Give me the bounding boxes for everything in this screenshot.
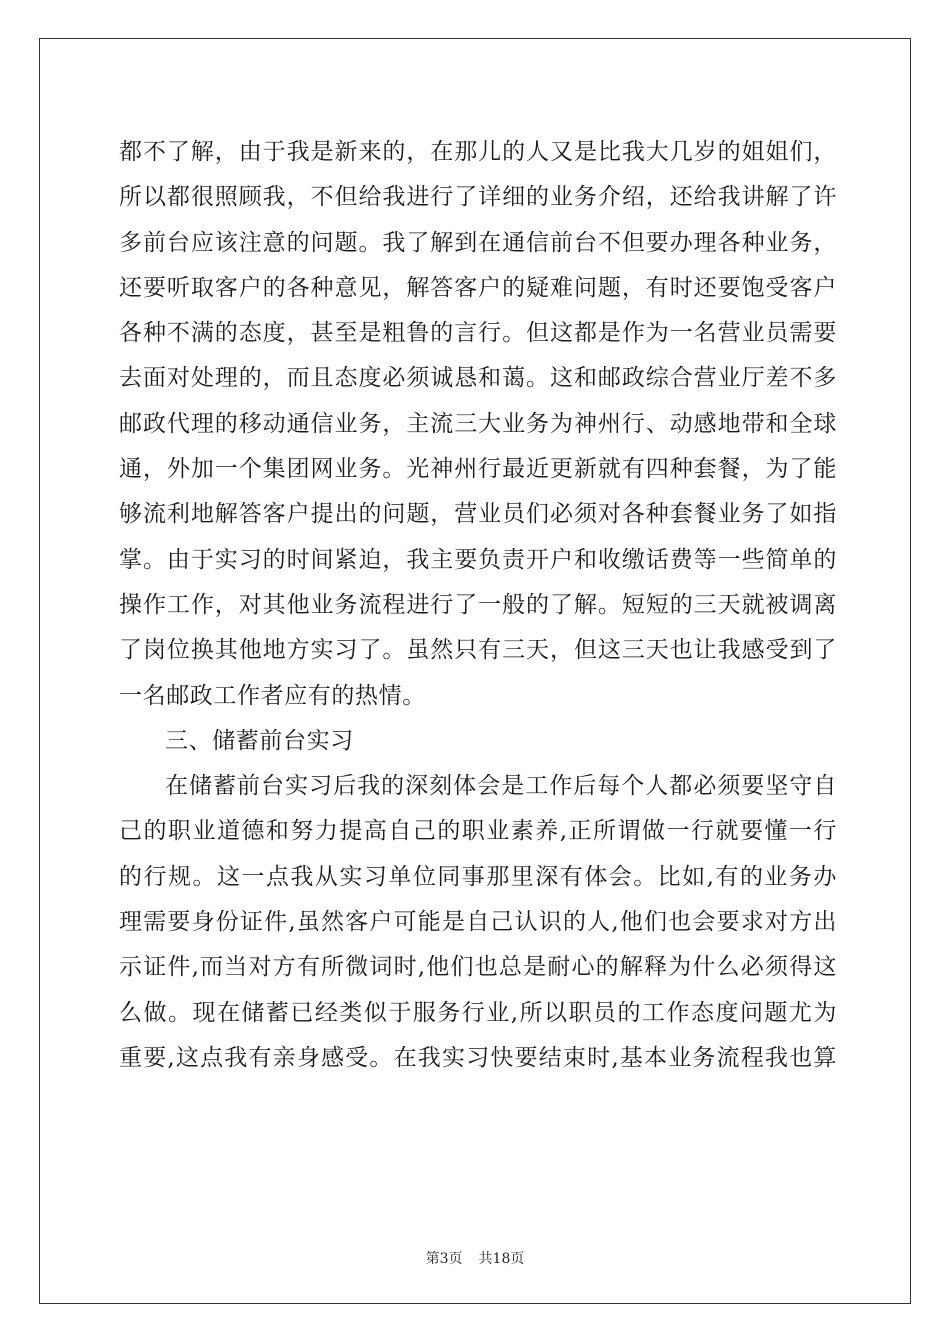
paragraph-line: 的行规。这一点我从实习单位同事那里深有体会。比如,有的业务办 [119, 863, 837, 890]
paragraph-line: 多前台应该注意的问题。我了解到在通信前台不但要办理各种业务， [119, 229, 837, 256]
paragraph-line: 够流利地解答客户提出的问题，营业员们必须对各种套餐业务了如指 [119, 501, 837, 528]
paragraph-line: 通，外加一个集团网业务。光神州行最近更新就有四种套餐，为了能 [119, 456, 837, 483]
document-body [119, 130, 837, 1081]
paragraph-line: 所以都很照顾我，不但给我进行了详细的业务介绍，还给我讲解了许 [119, 184, 837, 211]
paragraph-line: 在储蓄前台实习后我的深刻体会是工作后每个人都必须要坚守自 [165, 773, 837, 800]
paragraph-line: 还要听取客户的各种意见，解答客户的疑难问题，有时还要饱受客户 [119, 274, 837, 301]
paragraph-line: 邮政代理的移动通信业务，主流三大业务为神州行、动感地带和全球 [119, 410, 837, 437]
paragraph-line: 操作工作，对其他业务流程进行了一般的了解。短短的三天就被调离 [119, 591, 837, 618]
section-heading: 三、储蓄前台实习 [165, 727, 354, 754]
paragraph-line: 重要,这点我有亲身感受。在我实习快要结束时,基本业务流程我也算 [119, 1044, 837, 1071]
paragraph-line: 么做。现在储蓄已经类似于服务行业,所以职员的工作态度问题尤为 [119, 999, 837, 1026]
page-number: 第3页 [425, 1251, 463, 1267]
paragraph-line: 一名邮政工作者应有的热情。 [119, 682, 426, 709]
paragraph-line: 去面对处理的，而且态度必须诚恳和蔼。这和邮政综合营业厅差不多 [119, 365, 837, 392]
paragraph-line: 各种不满的态度，甚至是粗鲁的言行。但这都是作为一名营业员需要 [119, 320, 837, 347]
paragraph-line: 理需要身份证件,虽然客户可能是自己认识的人,他们也会要求对方出 [119, 909, 837, 936]
paragraph-line: 了岗位换其他地方实习了。虽然只有三天，但这三天也让我感受到了 [119, 637, 837, 664]
paragraph-line: 示证件,而当对方有所微词时,他们也总是耐心的解释为什么必须得这 [119, 954, 837, 981]
paragraph-line: 己的职业道德和努力提高自己的职业素养,正所谓做一行就要懂一行 [119, 818, 837, 845]
page-total: 共18页 [478, 1251, 525, 1267]
paragraph-line: 掌。由于实习的时间紧迫，我主要负责开户和收缴话费等一些简单的 [119, 546, 837, 573]
page-footer [0, 1248, 950, 1268]
paragraph-line: 都不了解，由于我是新来的，在那儿的人又是比我大几岁的姐姐们， [119, 139, 837, 165]
